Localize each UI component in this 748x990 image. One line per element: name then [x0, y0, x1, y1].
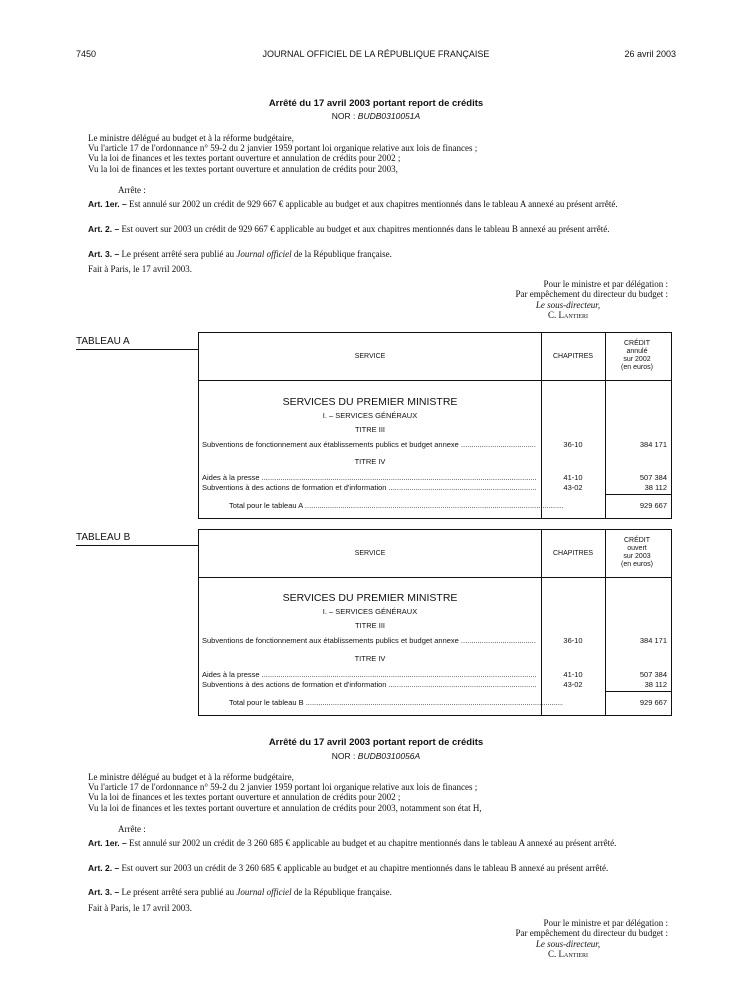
- row-label: Subventions de fonctionnement aux établissements publics et budget annexe .....: [202, 440, 536, 449]
- article-text: Est ouvert sur 2003 un crédit de 929 667 € applicable au budget et aux chapitres mentionnés dans le tableau B annexé au présent arrêté.: [121, 224, 610, 234]
- titre-heading: TITRE III: [355, 425, 385, 434]
- intro-line: Vu la loi de finances et les textes portant ouverture et annulation de crédits pour 2003, notamment son état H,: [88, 802, 482, 813]
- credit-header-line: (en euros): [621, 364, 653, 371]
- row-amount: 38 112: [644, 483, 667, 492]
- row-code: 41-10: [563, 473, 583, 482]
- intro-line: Le ministre délégué au budget et à la réforme budgétaire,: [88, 772, 294, 782]
- issue-date: 26 avril 2003: [624, 49, 676, 59]
- decree1-article-1: [88, 199, 678, 210]
- row-amount: 384 171: [639, 440, 667, 449]
- article-label: Art. 1er. –: [88, 838, 127, 848]
- article-label: Art. 2. –: [88, 863, 120, 873]
- section-subtitle: I. – SERVICES GÉNÉRAUX: [322, 411, 418, 420]
- section-title: SERVICES DU PREMIER MINISTRE: [282, 396, 458, 408]
- credit-header-line: ouvert: [627, 545, 647, 552]
- credit-header-line: sur 2002: [623, 356, 651, 363]
- signature-role: [408, 300, 668, 310]
- col-credit-header: [605, 537, 669, 569]
- article-label: Art. 3. –: [88, 249, 120, 259]
- journal-title: JOURNAL OFFICIEL DE LA RÉPUBLIQUE FRANÇAISE: [262, 49, 490, 59]
- article-text: de la République française.: [293, 887, 392, 897]
- row-amount: 507 384: [639, 473, 667, 482]
- total-amount: 929 667: [639, 501, 667, 510]
- total-label: Total pour le tableau A .....: [202, 501, 563, 510]
- row-amount: 38 112: [644, 680, 667, 689]
- credit-header-line: (en euros): [621, 561, 653, 568]
- col-service-header: SERVICE: [354, 353, 386, 360]
- row-code: 36-10: [563, 440, 583, 449]
- decree2-done: Fait à Paris, le 17 avril 2003.: [88, 903, 192, 913]
- decree2-article-1: [88, 838, 678, 849]
- intro-line: Vu la loi de finances et les textes portant ouverture et annulation de crédits pour 2003,: [88, 163, 398, 174]
- decree2-signature: [408, 918, 668, 959]
- decree1-nor: [76, 111, 676, 121]
- tableA-label-rule: [76, 349, 198, 350]
- section-title: SERVICES DU PREMIER MINISTRE: [282, 592, 458, 604]
- col-chapitres-header: CHAPITRES: [552, 550, 594, 557]
- journal-name: Journal officiel: [236, 887, 292, 897]
- row-code: 36-10: [563, 636, 583, 645]
- running-header: [76, 49, 676, 63]
- signature-role-text: Le sous-directeur,: [535, 938, 601, 949]
- row-label: Subventions de fonctionnement aux établissements publics et budget annexe .....: [202, 636, 536, 645]
- row-label: Subventions à des actions de formation et d'information .....: [202, 680, 536, 689]
- tableB: [198, 529, 672, 716]
- signature-role-text: Le sous-directeur,: [535, 299, 601, 310]
- signature-name: C. Lantieri: [548, 948, 588, 959]
- article-text: de la République française.: [293, 249, 392, 259]
- article-label: Art. 1er. –: [88, 199, 127, 209]
- journal-name: Journal officiel: [236, 249, 292, 259]
- titre-heading: TITRE IV: [354, 654, 386, 663]
- decree2-nor: [76, 751, 676, 761]
- row-label: Subventions à des actions de formation et d'information .....: [202, 483, 536, 492]
- tableB-label: TABLEAU B: [76, 532, 131, 543]
- nor-label: NOR :: [331, 751, 356, 761]
- decree1-article-3: [88, 249, 678, 260]
- credit-header-line: CRÉDIT: [623, 340, 651, 347]
- total-amount: 929 667: [639, 698, 667, 707]
- row-label: Aides à la presse .....: [202, 670, 536, 679]
- decree2-intro: [88, 772, 678, 813]
- tableB-label-rule: [76, 545, 198, 546]
- signature-line: Pour le ministre et par délégation :: [543, 918, 668, 928]
- credit-header-line: annulé: [626, 348, 648, 355]
- decree2-arrete: Arrête :: [118, 824, 146, 834]
- total-rule: [605, 691, 671, 692]
- row-code: 43-02: [563, 483, 583, 492]
- nor-label: NOR :: [331, 111, 356, 121]
- article-label: Art. 2. –: [88, 224, 120, 234]
- decree1-intro: [88, 133, 678, 174]
- total-label: Total pour le tableau B .....: [202, 698, 563, 707]
- col-service-header: SERVICE: [354, 550, 386, 557]
- signature-role: [408, 939, 668, 949]
- total-rule: [605, 494, 671, 495]
- article-text: Est annulé sur 2002 un crédit de 3 260 685 € applicable au budget et au chapitre mentionnés dans le tableau A annexé au présent arrêté.: [129, 838, 617, 848]
- signature-name: C. Lantieri: [548, 309, 588, 320]
- nor-code: BUDB0310051A: [357, 111, 421, 121]
- col-credit-header: [605, 340, 669, 372]
- row-amount: 384 171: [639, 636, 667, 645]
- signature-line: Par empêchement du directeur du budget :: [515, 289, 668, 300]
- row-code: 43-02: [563, 680, 583, 689]
- article-text: Le présent arrêté sera publié au: [121, 887, 235, 897]
- intro-line: Vu la loi de finances et les textes portant ouverture et annulation de crédits pour 2002 ;: [88, 153, 401, 164]
- decree1-done: Fait à Paris, le 17 avril 2003.: [88, 264, 192, 274]
- decree2-title: Arrêté du 17 avril 2003 portant report de crédits: [268, 737, 484, 748]
- article-text: Est ouvert sur 2003 un crédit de 3 260 685 € applicable au budget et au chapitre mentionnés dans le tableau B annexé au présent arrêté.: [121, 863, 609, 873]
- intro-line: Vu l'article 17 de l'ordonnance n° 59-2 du 2 janvier 1959 portant loi organique relative aux lois de finances ;: [88, 143, 478, 154]
- titre-heading: TITRE IV: [354, 457, 386, 466]
- decree1-arrete: Arrête :: [118, 185, 146, 195]
- signature-line: Par empêchement du directeur du budget :: [515, 928, 668, 939]
- row-amount: 507 384: [639, 670, 667, 679]
- article-text: Est annulé sur 2002 un crédit de 929 667 € applicable au budget et aux chapitres mentionnés dans le tableau A annexé au présent arrêté.: [129, 199, 618, 209]
- col-chapitres-header: CHAPITRES: [552, 353, 594, 360]
- credit-header-line: sur 2003: [623, 553, 651, 560]
- row-label: Aides à la presse .....: [202, 473, 536, 482]
- decree1-signature: [408, 279, 668, 320]
- tableA: [198, 332, 672, 519]
- tableA-label: TABLEAU A: [76, 336, 130, 347]
- article-text: Le présent arrêté sera publié au: [121, 249, 235, 259]
- section-subtitle: I. – SERVICES GÉNÉRAUX: [322, 607, 418, 616]
- decree1-title: Arrêté du 17 avril 2003 portant report de crédits: [268, 98, 484, 109]
- signature-line: Pour le ministre et par délégation :: [543, 279, 668, 289]
- intro-line: Vu la loi de finances et les textes portant ouverture et annulation de crédits pour 2002 ;: [88, 792, 401, 803]
- page-number: 7450: [76, 49, 97, 59]
- decree2-article-2: [88, 863, 678, 874]
- credit-header-line: CRÉDIT: [623, 537, 651, 544]
- intro-line: Vu l'article 17 de l'ordonnance n° 59-2 du 2 janvier 1959 portant loi organique relative aux lois de finances ;: [88, 782, 478, 793]
- nor-code: BUDB0310056A: [357, 751, 421, 761]
- row-code: 41-10: [563, 670, 583, 679]
- article-label: Art. 3. –: [88, 887, 120, 897]
- intro-line: Le ministre délégué au budget et à la réforme budgétaire,: [88, 133, 294, 143]
- decree2-article-3: [88, 887, 678, 898]
- decree1-article-2: [88, 224, 678, 235]
- titre-heading: TITRE III: [355, 621, 385, 630]
